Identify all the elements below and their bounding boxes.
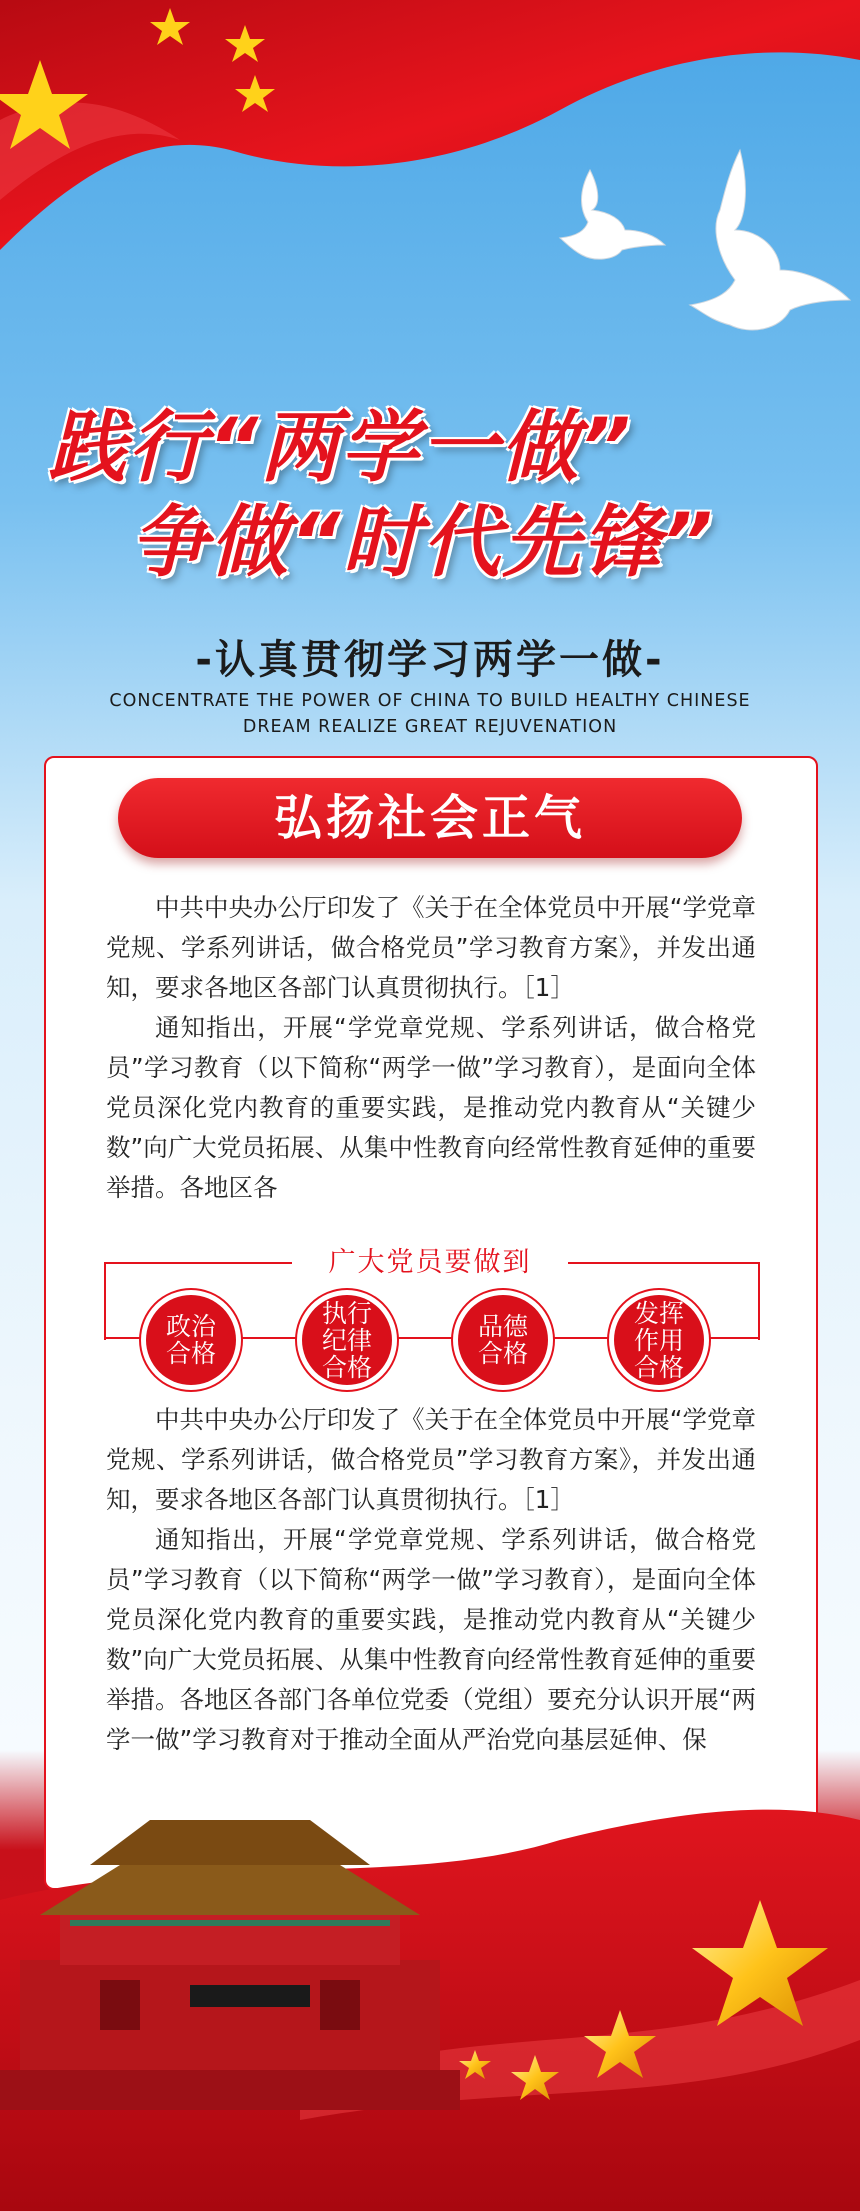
- duty-circle-political: [146, 1295, 236, 1385]
- section1-text: [106, 888, 756, 1208]
- headline-line2: 争做“时代先锋”: [130, 498, 715, 588]
- section1-paragraph2: 通知指出，开展“学党章党规、学系列讲话，做合格党员”学习教育（以下简称“两学一做”学习教育），是面向全体党员深化党内教育的重要实践，是推动党内教育从“关键少数”向广大党员拓展、从集中性教育向经常性教育延伸的重要举措。各地区各: [106, 1013, 756, 1202]
- english-line2: DREAM REALIZE GREAT REJUVENATION: [242, 717, 618, 737]
- headline-line1: 践行“两学一做”: [48, 403, 633, 493]
- section1-paragraph1: 中共中央办公厅印发了《关于在全体党员中开展“学党章党规、学系列讲话，做合格党员”学习教育方案》，并发出通知，要求各地区各部门认真贯彻执行。［1］: [106, 893, 756, 1002]
- duty-circle-role: [614, 1295, 704, 1385]
- tiananmen-gate: [0, 1820, 460, 2110]
- duty-label: 发挥作用合格: [633, 1298, 684, 1382]
- duty-label: 执行纪律合格: [321, 1298, 372, 1382]
- duty-label: 品德合格: [477, 1312, 528, 1368]
- duty-circle-morality: [458, 1295, 548, 1385]
- tiananmen-flag-scene: [0, 1780, 860, 2211]
- section2-paragraph2: 通知指出，开展“学党章党规、学系列讲话，做合格党员”学习教育（以下简称“两学一做”学习教育），是面向全体党员深化党内教育的重要实践，是推动党内教育从“关键少数”向广大党员拓展、从集中性教育向经常性教育延伸的重要举措。各地区各部门各单位党委（党组）要充分认识开展“两学一做”学习教育对于推动全面从严治党向基层延伸、保: [106, 1525, 756, 1754]
- english-slogan: [0, 688, 860, 740]
- section2-text: [106, 1400, 756, 1840]
- duty-circle-discipline: [302, 1295, 392, 1385]
- duty-label: 政治合格: [165, 1312, 216, 1368]
- duties-title: 广大党员要做到: [292, 1245, 568, 1281]
- english-line1: CONCENTRATE THE POWER OF CHINA TO BUILD HEALTHY CHINESE: [109, 691, 751, 711]
- subtitle: -认真贯彻学习两学一做-: [195, 637, 665, 683]
- section2-paragraph1: 中共中央办公厅印发了《关于在全体党员中开展“学党章党规、学系列讲话，做合格党员”学习教育方案》，并发出通知，要求各地区各部门认真贯彻执行。［1］: [106, 1405, 756, 1514]
- section-banner: 弘扬社会正气: [118, 778, 742, 858]
- doves-illustration: [530, 130, 860, 350]
